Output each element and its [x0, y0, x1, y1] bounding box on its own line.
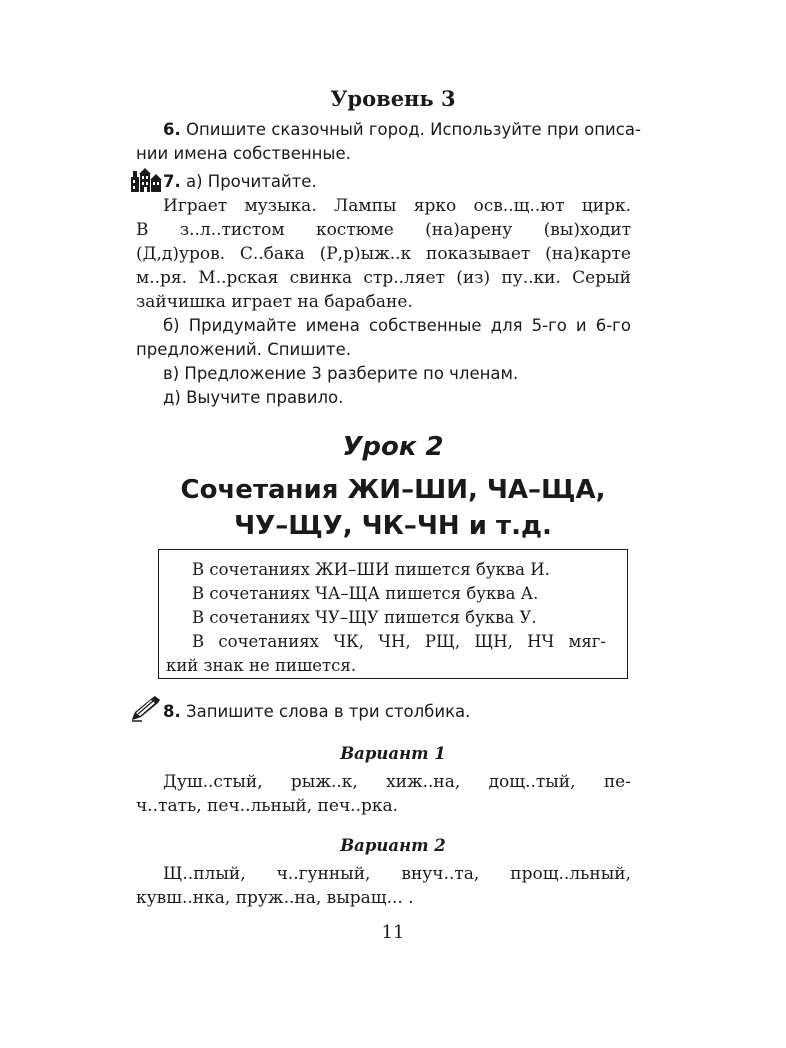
word: М..рская: [198, 268, 279, 288]
task-6-text: Опишите сказочный город. Используйте при описа-: [186, 120, 641, 139]
word: Щ..плый,: [163, 864, 246, 884]
part-v: в) Предложение 3 разберите по членам.: [163, 364, 519, 383]
text-line-5: зайчишка играет на барабане.: [136, 292, 413, 312]
rule-line-4: [192, 632, 606, 651]
word: РЩ,: [424, 632, 461, 651]
word: (на)арену: [425, 220, 513, 240]
word: С..бака: [239, 244, 305, 264]
house-icon: [130, 167, 162, 193]
task-number: 8.: [163, 702, 181, 721]
word: 5-го: [531, 316, 567, 335]
word: Лампы: [334, 196, 397, 216]
task-number: 6.: [163, 120, 181, 139]
word: ЩН,: [474, 632, 513, 651]
word: и: [575, 316, 587, 335]
topic-title: [0, 472, 786, 544]
word: (вы)ходит: [543, 220, 631, 240]
word: сочетаниях: [218, 632, 319, 651]
task-6: [136, 118, 652, 166]
word: м..ря.: [136, 268, 188, 288]
pencil-icon: [130, 696, 162, 722]
word: музыка.: [244, 196, 317, 216]
word: для: [490, 316, 523, 335]
lesson-title: Урок 2: [342, 432, 444, 462]
word: (из): [456, 268, 491, 288]
word: мяг-: [568, 632, 606, 651]
variant-1-words: [136, 770, 631, 818]
word: б): [163, 316, 180, 335]
word: костюме: [315, 220, 394, 240]
word: осв..щ..ют: [473, 196, 565, 216]
word: свинка: [289, 268, 353, 288]
part-d: д) Выучите правило.: [163, 388, 344, 407]
word: ЧН,: [378, 632, 411, 651]
text-line-2: [136, 218, 631, 242]
word: (на)карте: [545, 244, 631, 264]
word: В: [192, 632, 205, 651]
word: (Р,р)ыж..к: [319, 244, 412, 264]
part-b-line-1: [136, 314, 631, 338]
word: В: [136, 220, 149, 240]
variant-2-line-2: кувш..нка, пруж..на, выращ... .: [136, 888, 414, 908]
topic-title-line-1: Сочетания ЖИ–ШИ, ЧА–ЩА,: [180, 475, 606, 505]
task-8-text: Запишите слова в три столбика.: [186, 702, 471, 721]
topic-title-line-2: ЧУ–ЩУ, ЧК–ЧН и т.д.: [234, 511, 552, 541]
word: имена: [305, 316, 360, 335]
rule-line-5: кий знак не пишется.: [166, 656, 357, 675]
word: показывает: [426, 244, 531, 264]
task-8-heading: [163, 700, 470, 724]
word: (Д,д)уров.: [136, 244, 226, 264]
variant-2-words: [136, 862, 631, 910]
text-line-4: [136, 266, 631, 290]
task-6-line-2: нии имена собственные.: [136, 144, 351, 163]
word: прощ..льный,: [510, 864, 631, 884]
rule-line-3: В сочетаниях ЧУ–ЩУ пишется буква У.: [192, 608, 537, 627]
word: ЧК,: [333, 632, 364, 651]
word: НЧ: [527, 632, 555, 651]
task-7-heading: [163, 170, 317, 194]
text-line-3: [136, 242, 631, 266]
variant-2-title: Вариант 2: [340, 836, 446, 855]
variant-1-title: Вариант 1: [340, 744, 446, 763]
word: цирк.: [581, 196, 631, 216]
text-line-1: [136, 194, 631, 218]
word: пу..ки.: [501, 268, 561, 288]
word: ч..гунный,: [276, 864, 371, 884]
task-7-part-a: а) Прочитайте.: [186, 172, 317, 191]
word: Играет: [163, 196, 228, 216]
word: ярко: [413, 196, 457, 216]
variant-1-line-1: [136, 770, 631, 794]
word: Душ..стый,: [163, 772, 263, 792]
page-number: 11: [381, 922, 405, 943]
variant-2-line-1: [136, 862, 631, 886]
word: 6-го: [595, 316, 631, 335]
level-heading: Уровень 3: [330, 86, 456, 111]
rule-line-1: В сочетаниях ЖИ–ШИ пишется буква И.: [192, 560, 550, 579]
word: рыж..к,: [290, 772, 358, 792]
word: дощ..тый,: [488, 772, 576, 792]
word: з..л..тистом: [179, 220, 285, 240]
word: Серый: [572, 268, 631, 288]
rule-line-2: В сочетаниях ЧА–ЩА пишется буква А.: [192, 584, 539, 603]
word: хиж..на,: [386, 772, 461, 792]
task-7-parts: [136, 314, 631, 410]
word: внуч..та,: [401, 864, 480, 884]
task-number: 7.: [163, 172, 181, 191]
word: собственные: [368, 316, 482, 335]
word: стр..ляет: [363, 268, 446, 288]
task-7-text: [136, 194, 631, 314]
part-b-line-2: предложений. Спишите.: [136, 340, 352, 359]
variant-1-line-2: ч..тать, печ..льный, печ..рка.: [136, 796, 399, 816]
word: пе-: [603, 772, 631, 792]
task-6-line-1: [136, 118, 652, 142]
word: Придумайте: [188, 316, 297, 335]
